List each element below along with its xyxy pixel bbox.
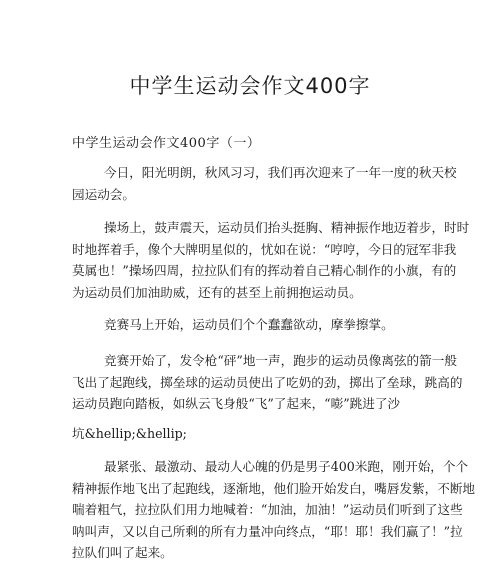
paragraph-line: 精神振作地飞出了起跑线，逐渐地，他们脸开始发白，嘴唇发紫，不断地: [72, 480, 475, 496]
paragraph-line: 喘着粗气，拉拉队们用力地喊着：“加油，加油！”运动员们听到了这些: [72, 502, 463, 517]
paragraph-line: 为运动员们加油助威，还有的甚至上前拥抱运动员。: [72, 284, 362, 300]
paragraph-5: [72, 423, 402, 445]
paragraph-3: [104, 314, 434, 336]
document-subtitle: 中学生运动会作文400字（一）: [72, 136, 261, 151]
paragraph-line: 飞出了起跑线，掷垒球的运动员使出了吃奶的劲，掷出了垒球，跳高的: [72, 374, 463, 390]
paragraph-line: 呐叫声，又以自己所剩的所有力量冲向终点，“耶！耶！我们赢了！”拉: [72, 523, 463, 539]
paragraph-line: 莫属也！”操场四周，拉拉队们有的挥动着自己精心制作的小旗，有的: [72, 263, 457, 278]
paragraph-line: 竞赛开始了，发令枪“砰”地一声，跑步的运动员像离弦的箭一般: [104, 353, 457, 368]
paragraph-6: [72, 456, 475, 564]
paragraph-line: 竞赛马上开始，运动员们个个蠢蠢欲动，摩拳擦掌。: [104, 317, 394, 332]
paragraph-line: 坑&hellip;&hellip;: [72, 426, 187, 441]
paragraph-2: [72, 217, 470, 303]
paragraph-line: 操场上，鼓声震天，运动员们抬头挺胸、精神振作地迈着步，时时: [104, 220, 470, 235]
document-title: 中学生运动会作文400字: [129, 74, 371, 98]
paragraph-line: 最紧张、最激动、最动人心魄的仍是男子400米跑，刚开始，个个: [104, 459, 469, 474]
paragraph-4: [72, 350, 463, 415]
paragraph-line: 时地挥着手，像个大牌明星似的，忧如在说：“哼哼，今日的冠军非我: [72, 241, 457, 257]
paragraph-line: 园运动会。: [72, 186, 135, 202]
paragraph-1: [72, 162, 457, 205]
paragraph-line: 今日，阳光明朗，秋风习习，我们再次迎来了一年一度的秋天校: [104, 165, 457, 180]
paragraph-line: 拉队们叫了起来。: [72, 545, 173, 560]
paragraph-line: 运动员跑向踏板，如纵云飞身般“飞”了起来，“嘭”跳进了沙: [72, 396, 401, 411]
